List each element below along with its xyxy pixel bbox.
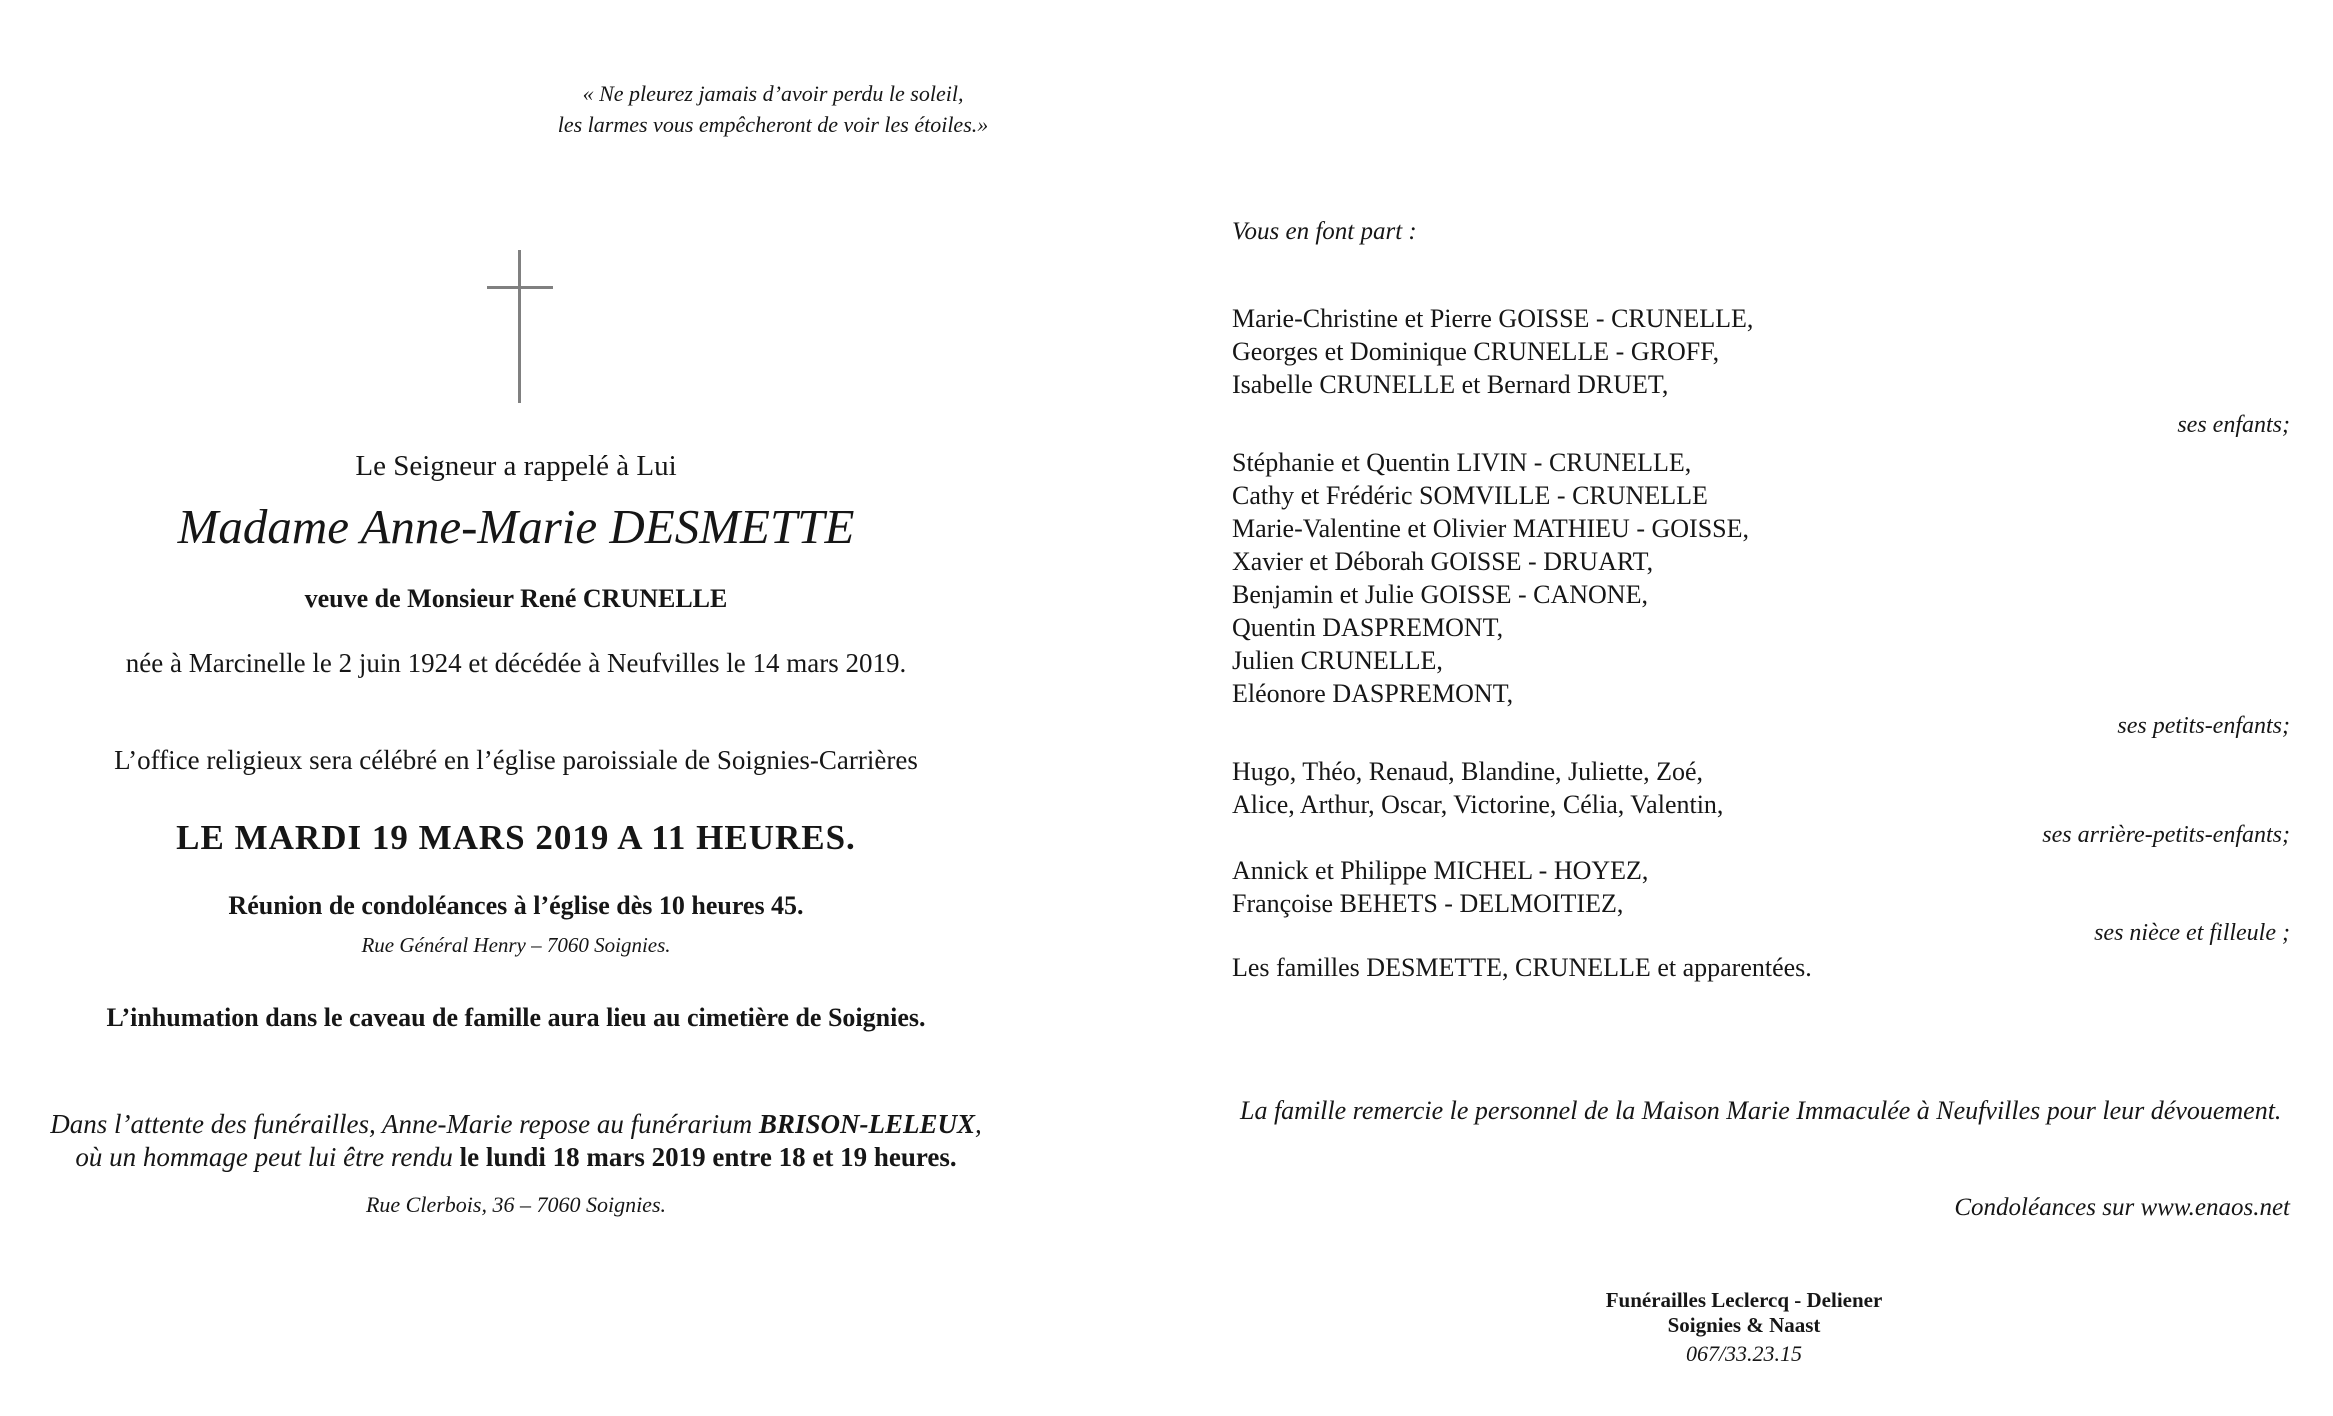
- great-grandchildren-label: ses arrière-petits-enfants;: [2042, 822, 2290, 848]
- family-name-line: Stéphanie et Quentin LIVIN - CRUNELLE,: [1232, 448, 1692, 477]
- family-name-line: Marie-Christine et Pierre GOISSE - CRUNELLE,: [1232, 304, 1754, 333]
- funeral-home-location: Soignies & Naast: [1667, 1313, 1821, 1337]
- niece-names: [1232, 854, 2290, 920]
- children-label: ses enfants;: [2177, 412, 2290, 438]
- deceased-name: Madame Anne-Marie DESMETTE: [177, 499, 855, 554]
- church-address: Rue Général Henry – 7060 Soignies.: [361, 933, 671, 957]
- homage-prefix: où un hommage peut lui être rendu: [75, 1142, 460, 1172]
- repose-prefix: Dans l’attente des funérailles, Anne-Marie repose au funérarium: [50, 1109, 759, 1139]
- great-grandchildren-names: [1232, 755, 2290, 821]
- condolence-meeting-line: Réunion de condoléances à l’église dès 10 heures 45.: [228, 891, 804, 920]
- family-name-line: Alice, Arthur, Oscar, Victorine, Célia, Valentin,: [1232, 790, 1724, 819]
- niece-label: ses nièce et filleule ;: [2094, 920, 2290, 946]
- funerarium-name: BRISON-LELEUX: [758, 1109, 975, 1139]
- family-name-line: Eléonore DASPREMONT,: [1232, 679, 1514, 708]
- family-name-line: Annick et Philippe MICHEL - HOYEZ,: [1232, 856, 1649, 885]
- widow-line: veuve de Monsieur René CRUNELLE: [304, 584, 728, 613]
- cross-icon-bar: [487, 286, 553, 289]
- children-names: [1232, 302, 2290, 401]
- family-name-line: Marie-Valentine et Olivier MATHIEU - GOISSE,: [1232, 514, 1749, 543]
- family-name-line: Quentin DASPREMONT,: [1232, 613, 1504, 642]
- birth-death-line: née à Marcinelle le 2 juin 1924 et décédée à Neufvilles le 14 mars 2019.: [125, 648, 907, 678]
- family-name-line: Georges et Dominique CRUNELLE - GROFF,: [1232, 337, 1720, 366]
- family-name-line: Benjamin et Julie GOISSE - CANONE,: [1232, 580, 1648, 609]
- cross-icon: [518, 250, 521, 403]
- family-name-line: Julien CRUNELLE,: [1232, 646, 1443, 675]
- repose-paragraph: [0, 1108, 1032, 1174]
- family-name-line: Françoise BEHETS - DELMOITIEZ,: [1232, 889, 1624, 918]
- family-name-line: Isabelle CRUNELLE et Bernard DRUET,: [1232, 370, 1669, 399]
- repose-line-2: [0, 1141, 1032, 1174]
- religious-office-line: L’office religieux sera célébré en l’église paroissiale de Soignies-Carrières: [114, 745, 918, 775]
- service-datetime: LE MARDI 19 MARS 2019 A 11 HEURES.: [176, 818, 856, 857]
- announcement-line: Vous en font part :: [1232, 218, 1417, 245]
- families-line: Les familles DESMETTE, CRUNELLE et apparentées.: [1232, 953, 1812, 982]
- grandchildren-names: [1232, 446, 2290, 710]
- funerarium-address: Rue Clerbois, 36 – 7060 Soignies.: [365, 1192, 667, 1217]
- family-name-line: Xavier et Déborah GOISSE - DRUART,: [1232, 547, 1654, 576]
- burial-line: L’inhumation dans le caveau de famille aura lieu au cimetière de Soignies.: [106, 1003, 926, 1032]
- lord-recall-line: Le Seigneur a rappelé à Lui: [355, 450, 677, 482]
- homage-datetime: le lundi 18 mars 2019 entre 18 et 19 heures.: [459, 1142, 957, 1172]
- family-name-line: Cathy et Frédéric SOMVILLE - CRUNELLE: [1232, 481, 1708, 510]
- funeral-home-name: Funérailles Leclercq - Deliener: [1605, 1288, 1883, 1312]
- repose-line-1: [0, 1108, 1032, 1141]
- online-condolences-line: Condoléances sur www.enaos.net: [1954, 1194, 2290, 1221]
- funeral-home-phone: 067/33.23.15: [1685, 1341, 1803, 1366]
- grandchildren-label: ses petits-enfants;: [2117, 713, 2290, 739]
- epigraph-line-2: les larmes vous empêcheront de voir les étoiles.»: [557, 112, 989, 137]
- repose-suffix: ,: [974, 1109, 982, 1139]
- family-name-line: Hugo, Théo, Renaud, Blandine, Juliette, Zoé,: [1232, 757, 1704, 786]
- epigraph-line-1: « Ne pleurez jamais d’avoir perdu le soleil,: [582, 81, 964, 106]
- thanks-line: La famille remercie le personnel de la Maison Marie Immaculée à Neufvilles pour leur dévouement.: [1240, 1096, 2282, 1125]
- epigraph-quote: [540, 78, 1006, 140]
